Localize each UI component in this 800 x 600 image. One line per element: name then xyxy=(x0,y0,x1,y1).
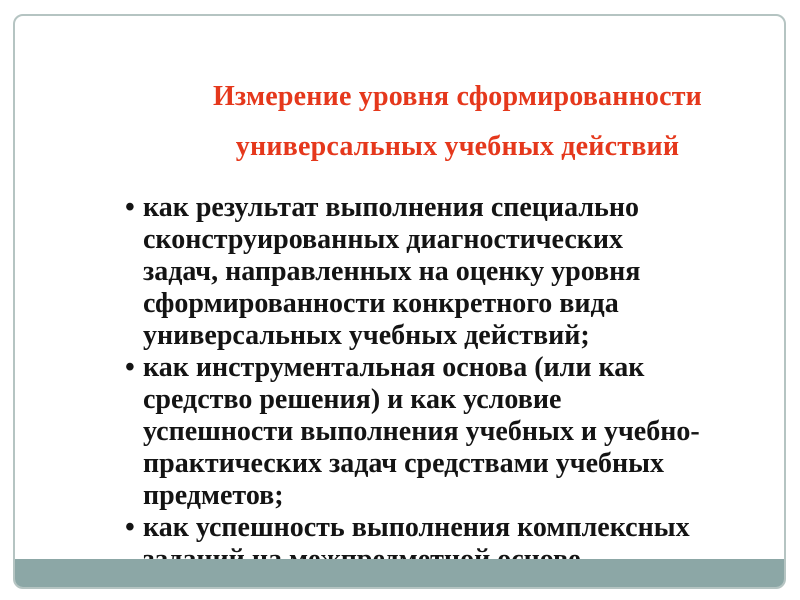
bullet-marker: • xyxy=(125,512,135,543)
body-line-text: практических задач средствами учебных xyxy=(143,448,665,479)
body-line-text: универсальных учебных действий; xyxy=(143,320,590,351)
body-line-text: предметов; xyxy=(143,480,284,511)
body-line xyxy=(125,512,753,544)
slide-frame xyxy=(13,14,786,589)
footer-accent-bar xyxy=(15,559,784,587)
body-line xyxy=(143,320,753,352)
body-line xyxy=(125,192,753,224)
slide-title-line-2: универсальных учебных действий xyxy=(235,131,680,162)
body-line-text: как инструментальная основа (или как xyxy=(143,352,645,383)
slide-body-text xyxy=(125,192,753,576)
body-line-text: сконструированных диагностических xyxy=(143,224,624,255)
body-line xyxy=(143,448,753,480)
slide-title-line-1: Измерение уровня сформированности xyxy=(212,81,703,112)
body-line-text: задач, направленных на оценку уровня xyxy=(143,256,641,287)
body-line-text: как успешность выполнения комплексных xyxy=(143,512,690,543)
body-line xyxy=(143,384,753,416)
slide-title xyxy=(135,72,780,172)
bullet-marker: • xyxy=(125,192,135,223)
body-line xyxy=(143,480,753,512)
body-line-text: как результат выполнения специально xyxy=(143,192,639,223)
body-line xyxy=(125,352,753,384)
body-line-text: сформированности конкретного вида xyxy=(143,288,619,319)
body-line xyxy=(143,416,753,448)
body-line-text: средство решения) и как условие xyxy=(143,384,562,415)
body-line xyxy=(143,256,753,288)
body-line-text: успешности выполнения учебных и учебно- xyxy=(143,416,700,447)
body-line xyxy=(143,224,753,256)
body-line xyxy=(143,288,753,320)
bullet-marker: • xyxy=(125,352,135,383)
